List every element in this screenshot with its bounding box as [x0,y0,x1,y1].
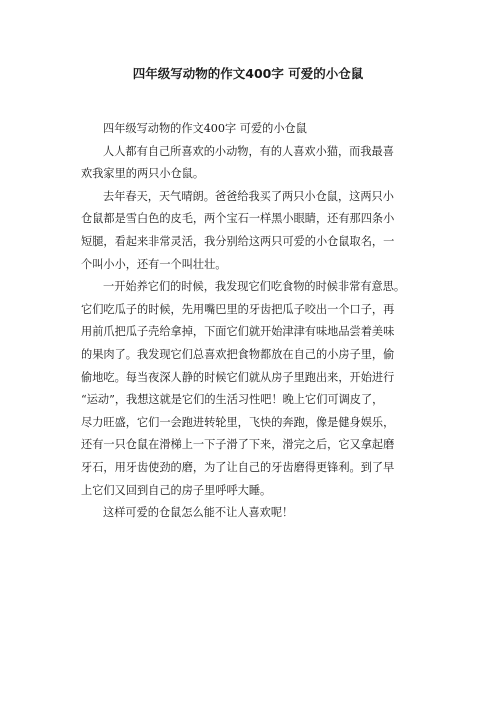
paragraph-3-line-7: 尽力旺盛，它们一会跑进转轮里，飞快的奔跑，像是健身娱乐， [81,415,395,429]
paragraph-1-line-2: 欢我家里的两只小仓鼠。 [81,167,205,181]
paragraph-2-line-3: 短腿，看起来非常灵活，我分别给这两只可爱的小仓鼠取名，一 [81,234,395,248]
paragraph-2-line-2: 仓鼠都是雪白色的皮毛，两个宝石一样黑小眼睛，还有那四条小 [81,212,395,226]
paragraph-3-line-5: 偷地吃。每当夜深人静的时候它们就从房子里跑出来，开始进行 [81,370,395,384]
paragraph-3-line-9: 牙石，用牙齿使劲的磨，为了让自己的牙齿磨得更锋利。到了早 [81,460,395,474]
paragraph-3-line-3: 用前爪把瓜子壳给拿掉，下面它们就开始津津有味地品尝着美味 [81,325,395,339]
paragraph-3-line-8: 还有一只仓鼠在滑梯上一下子滑了下来，滑完之后，它又拿起磨 [81,438,395,452]
paragraph-3-line-1: 一开始养它们的时候，我发现它们吃食物的时候非常有意思。 [103,280,406,294]
paragraph-1-line-1: 人人都有自己所喜欢的小动物，有的人喜欢小猫，而我最喜 [103,144,394,158]
paragraph-3-line-4: 的果肉了。我发现它们总喜欢把食物都放在自己的小房子里，偷 [81,347,395,361]
subtitle-line: 四年级写动物的作文400字 可爱的小仓鼠 [103,122,307,135]
paragraph-4-line-1: 这样可爱的仓鼠怎么能不让人喜欢呢！ [103,506,294,520]
document-title: 四年级写动物的作文400字 可爱的小仓鼠 [132,66,364,81]
document-body [81,118,433,525]
paragraph-3-line-10: 上它们又回到自己的房子里呼呼大睡。 [81,483,272,497]
paragraph-3-line-2: 它们吃瓜子的时候，先用嘴巴里的牙齿把瓜子咬出一个口子，再 [81,302,395,316]
paragraph-2-line-4: 个叫小小，还有一个叫壮壮。 [81,257,227,271]
paragraph-3-line-6: “运动”，我想这就是它们的生活习性吧！晚上它们可调皮了， [81,393,384,407]
paragraph-2-line-1: 去年春天，天气晴朗。爸爸给我买了两只小仓鼠，这两只小 [103,189,394,203]
